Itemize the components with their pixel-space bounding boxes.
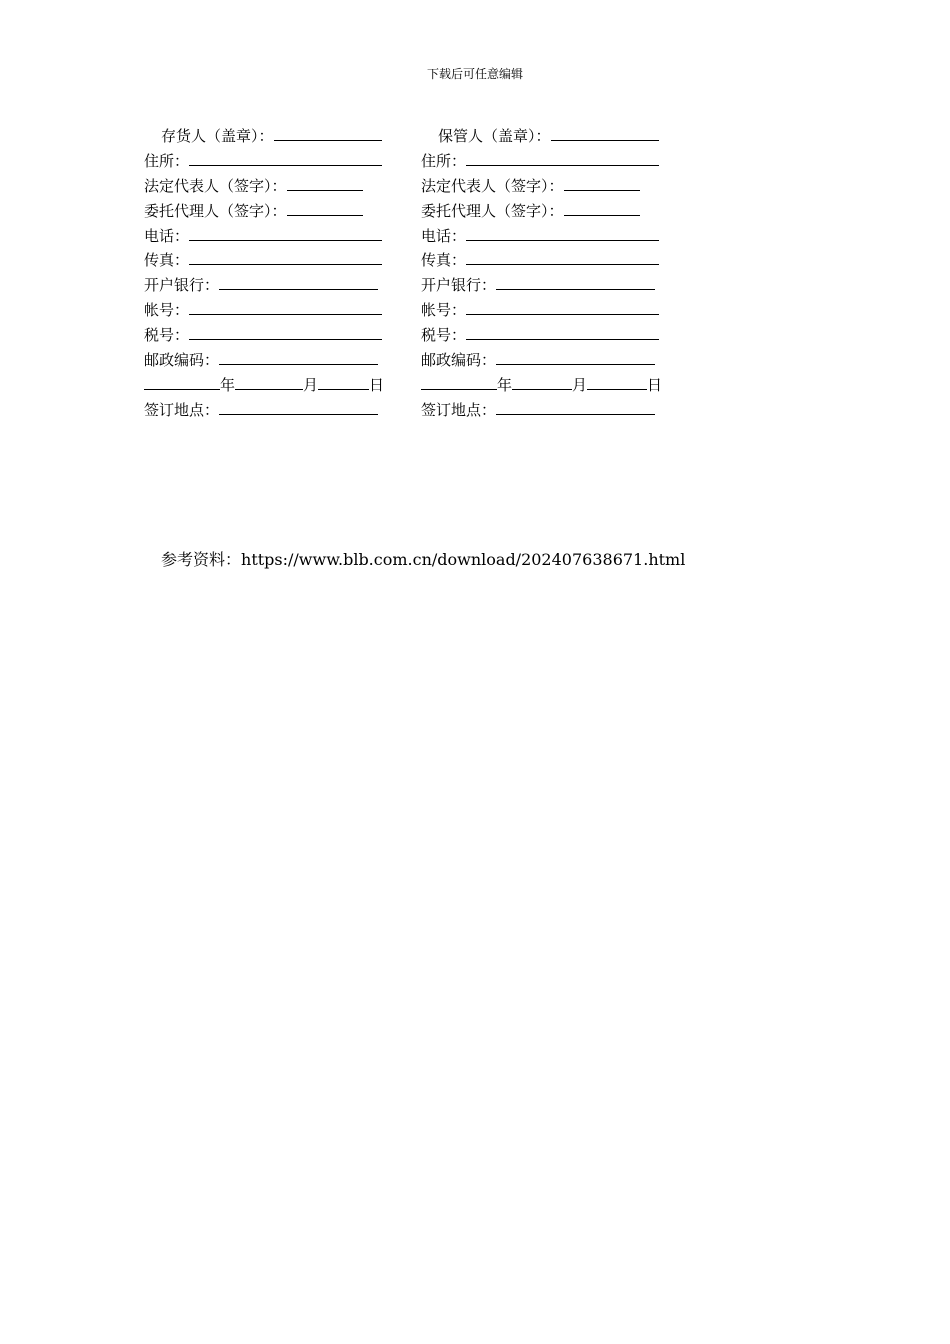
custodian-address-row xyxy=(421,149,691,174)
depositor-year-label: 年 xyxy=(220,375,236,394)
custodian-day-label: 日 xyxy=(647,375,663,394)
depositor-account-label: 帐号： xyxy=(144,301,190,320)
custodian-day-blank[interactable] xyxy=(587,374,647,390)
depositor-signing-place-label: 签订地点： xyxy=(144,400,220,419)
depositor-signature-block xyxy=(144,124,414,423)
depositor-phone-blank[interactable] xyxy=(189,225,382,241)
custodian-bank-blank[interactable] xyxy=(496,274,655,290)
depositor-seal-label: 存货人（盖章）： xyxy=(161,127,274,145)
custodian-phone-row xyxy=(421,224,691,249)
custodian-tax-id-blank[interactable] xyxy=(466,324,659,340)
depositor-agent-row xyxy=(144,199,414,224)
reference-label: 参考资料： xyxy=(161,550,242,569)
depositor-signing-place-row xyxy=(144,398,414,423)
custodian-year-label: 年 xyxy=(497,375,513,394)
depositor-day-blank[interactable] xyxy=(318,374,369,390)
depositor-month-label: 月 xyxy=(303,375,319,394)
custodian-legal-rep-row xyxy=(421,174,691,199)
depositor-month-blank[interactable] xyxy=(235,374,303,390)
depositor-account-row xyxy=(144,298,414,323)
custodian-postal-code-blank[interactable] xyxy=(496,349,655,365)
depositor-phone-row xyxy=(144,224,414,249)
custodian-legal-rep-label: 法定代表人（签字）： xyxy=(421,176,564,195)
depositor-seal-row xyxy=(144,124,414,149)
depositor-fax-row xyxy=(144,248,414,273)
custodian-address-blank[interactable] xyxy=(466,150,659,166)
custodian-legal-rep-blank[interactable] xyxy=(564,175,640,191)
depositor-address-row xyxy=(144,149,414,174)
custodian-month-blank[interactable] xyxy=(512,374,572,390)
custodian-signing-place-label: 签订地点： xyxy=(421,400,497,419)
custodian-seal-row xyxy=(421,124,691,149)
depositor-postal-code-blank[interactable] xyxy=(219,349,378,365)
depositor-legal-rep-row xyxy=(144,174,414,199)
depositor-tax-id-blank[interactable] xyxy=(189,324,382,340)
custodian-account-row xyxy=(421,298,691,323)
custodian-postal-code-label: 邮政编码： xyxy=(421,351,497,370)
custodian-tax-id-label: 税号： xyxy=(421,326,467,345)
custodian-fax-label: 传真： xyxy=(421,251,467,270)
depositor-address-label: 住所： xyxy=(144,151,190,170)
custodian-account-blank[interactable] xyxy=(466,299,659,315)
reference-url: https://www.blb.com.cn/download/202407638671.html xyxy=(241,550,686,569)
depositor-fax-blank[interactable] xyxy=(189,249,382,265)
depositor-bank-blank[interactable] xyxy=(219,274,378,290)
depositor-agent-blank[interactable] xyxy=(287,200,363,216)
custodian-phone-label: 电话： xyxy=(421,226,467,245)
custodian-address-label: 住所： xyxy=(421,151,467,170)
custodian-agent-label: 委托代理人（签字）： xyxy=(421,201,564,220)
depositor-date-row xyxy=(144,373,414,398)
depositor-address-blank[interactable] xyxy=(189,150,382,166)
depositor-year-blank[interactable] xyxy=(144,374,220,390)
custodian-signing-place-row xyxy=(421,398,691,423)
custodian-signing-place-blank[interactable] xyxy=(496,399,655,415)
header-note: 下载后可任意编辑 xyxy=(426,67,523,81)
custodian-date-row xyxy=(421,373,691,398)
depositor-postal-code-row xyxy=(144,348,414,373)
custodian-agent-row xyxy=(421,199,691,224)
custodian-seal-blank[interactable] xyxy=(551,125,659,141)
custodian-agent-blank[interactable] xyxy=(564,200,640,216)
custodian-phone-blank[interactable] xyxy=(466,225,659,241)
depositor-agent-label: 委托代理人（签字）： xyxy=(144,201,287,220)
depositor-fax-label: 传真： xyxy=(144,251,190,270)
custodian-seal-label: 保管人（盖章）： xyxy=(438,127,551,145)
custodian-year-blank[interactable] xyxy=(421,374,497,390)
depositor-legal-rep-label: 法定代表人（签字）： xyxy=(144,176,287,195)
custodian-tax-id-row xyxy=(421,323,691,348)
depositor-postal-code-label: 邮政编码： xyxy=(144,351,220,370)
custodian-bank-label: 开户银行： xyxy=(421,276,497,295)
custodian-postal-code-row xyxy=(421,348,691,373)
custodian-fax-row xyxy=(421,248,691,273)
depositor-tax-id-label: 税号： xyxy=(144,326,190,345)
depositor-phone-label: 电话： xyxy=(144,226,190,245)
depositor-seal-blank[interactable] xyxy=(274,125,382,141)
depositor-account-blank[interactable] xyxy=(189,299,382,315)
custodian-bank-row xyxy=(421,273,691,298)
depositor-day-label: 日 xyxy=(369,375,385,394)
depositor-signing-place-blank[interactable] xyxy=(219,399,378,415)
custodian-fax-blank[interactable] xyxy=(466,249,659,265)
depositor-bank-row xyxy=(144,273,414,298)
depositor-bank-label: 开户银行： xyxy=(144,276,220,295)
custodian-account-label: 帐号： xyxy=(421,301,467,320)
depositor-tax-id-row xyxy=(144,323,414,348)
depositor-legal-rep-blank[interactable] xyxy=(287,175,363,191)
custodian-signature-block xyxy=(421,124,691,423)
custodian-month-label: 月 xyxy=(572,375,588,394)
reference-line xyxy=(161,549,685,571)
